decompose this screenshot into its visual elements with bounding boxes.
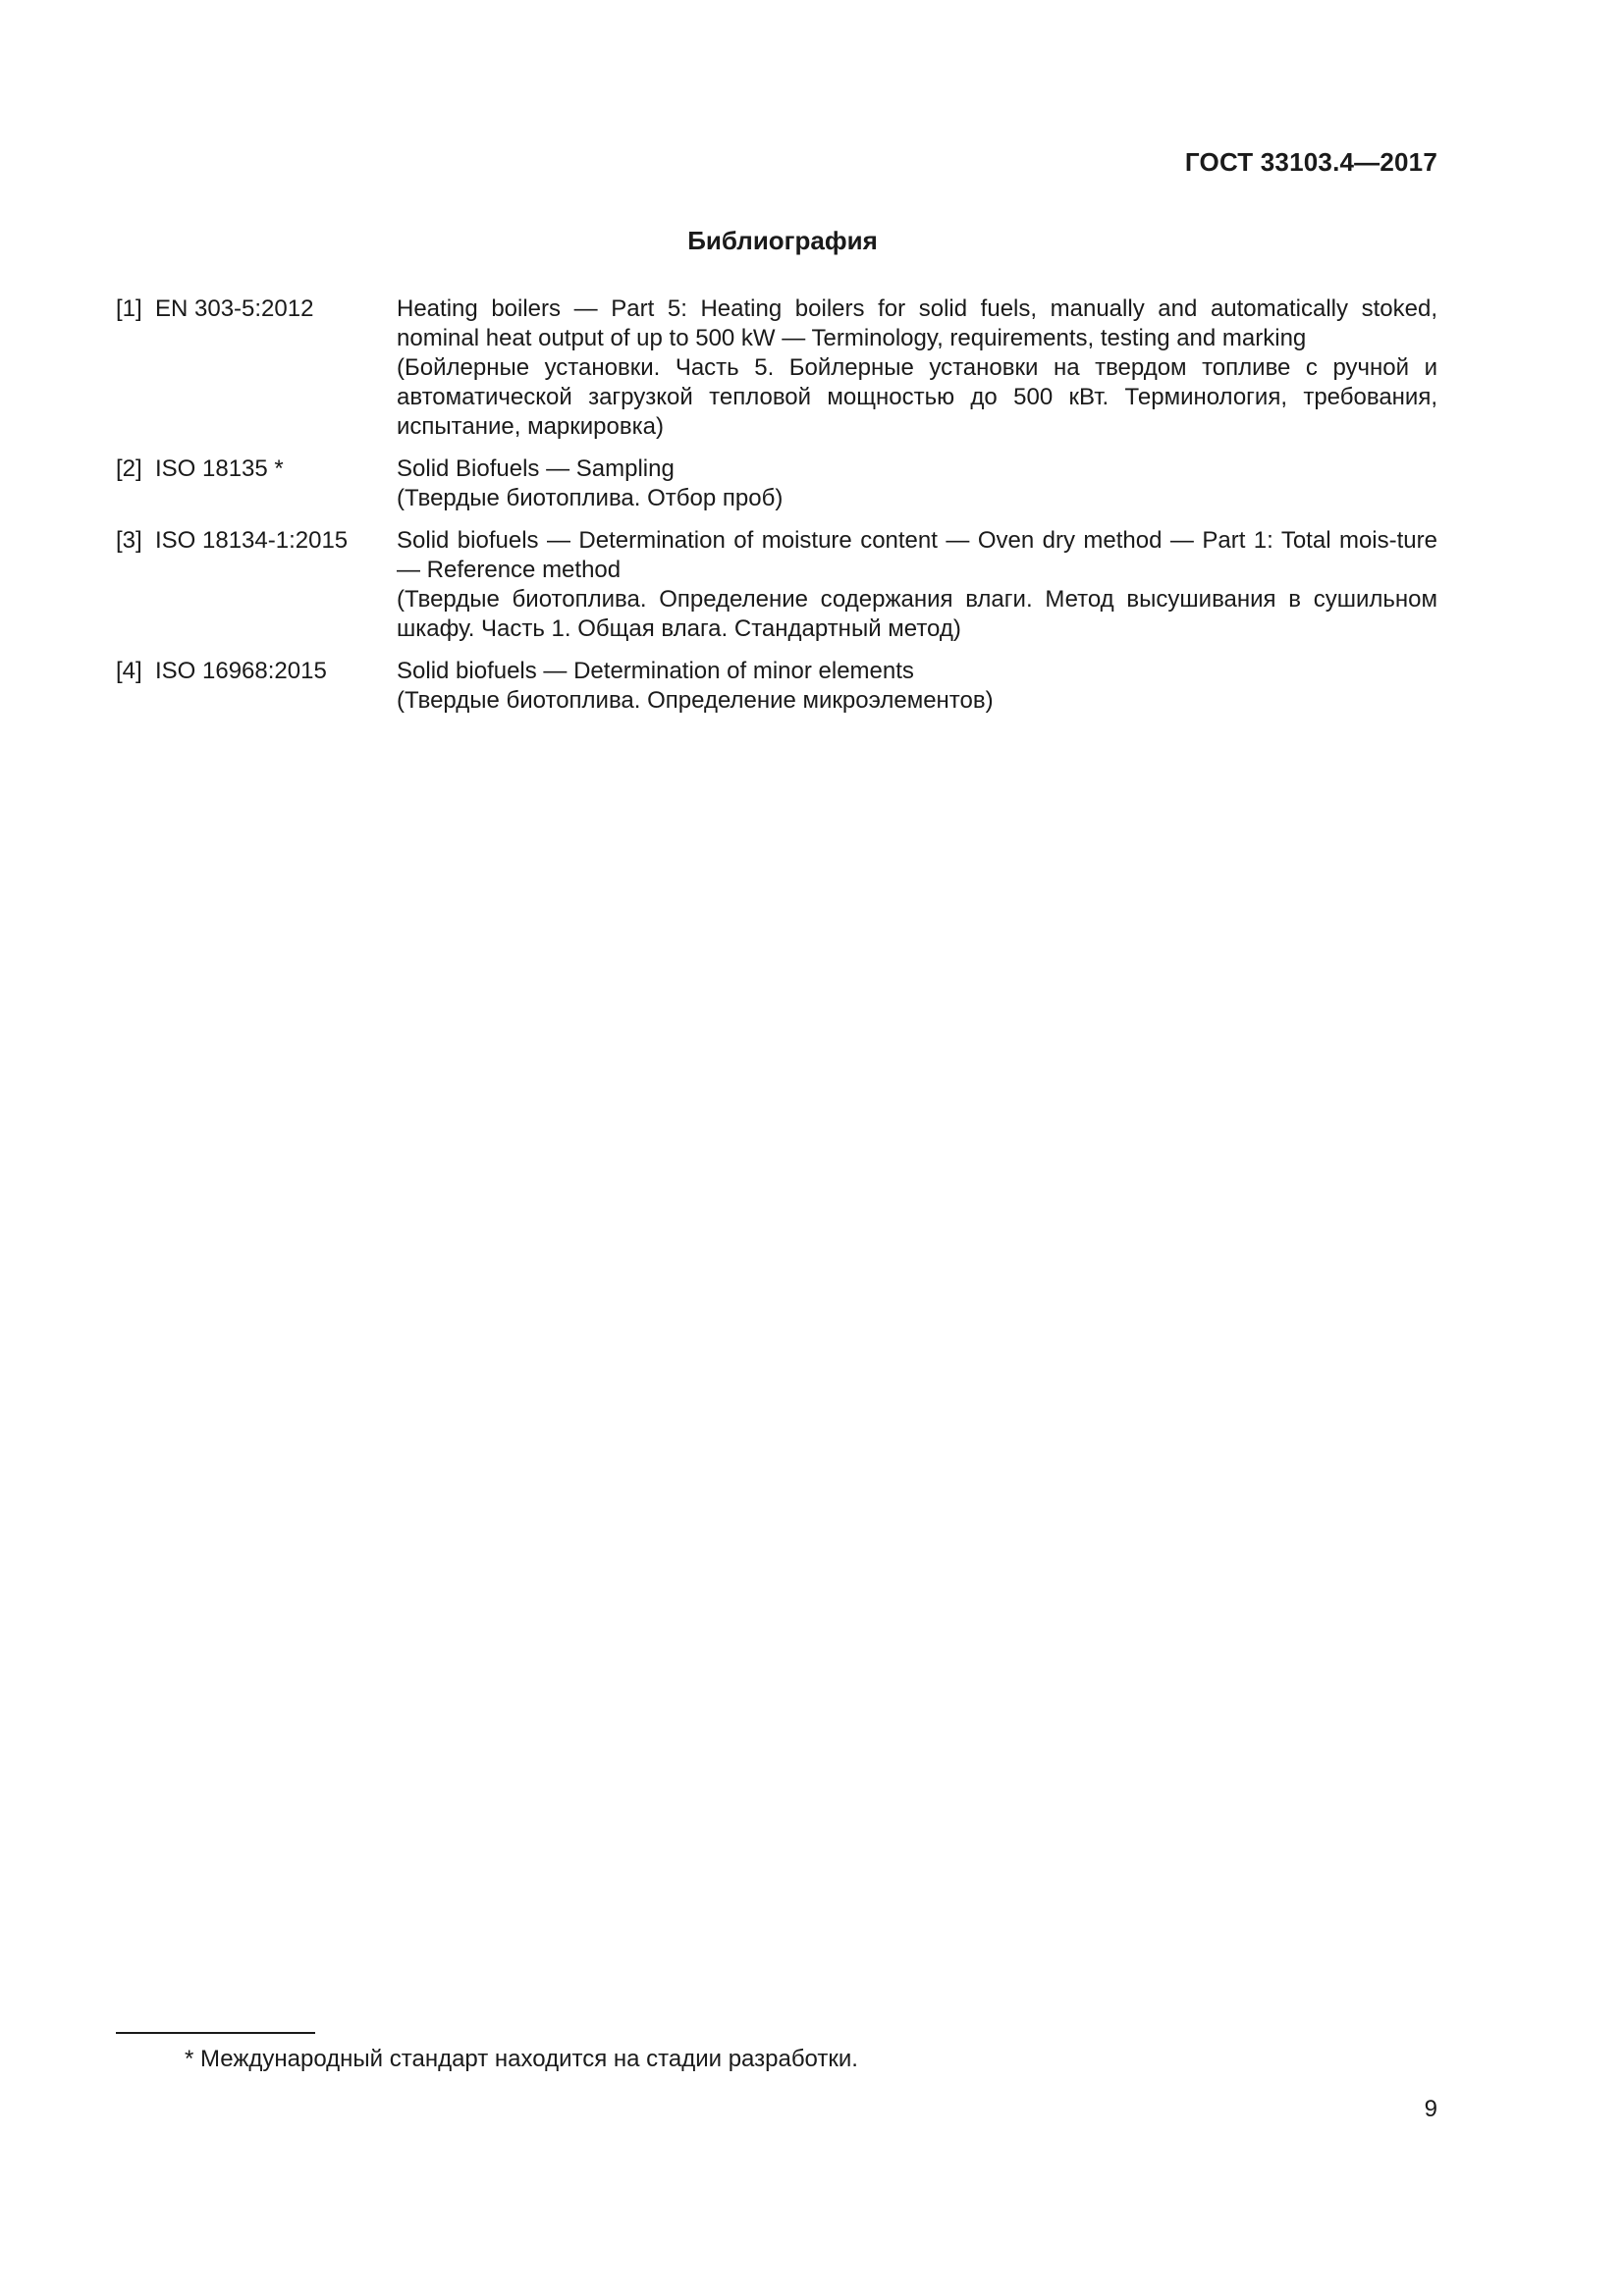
section-title: Библиография (687, 226, 878, 255)
reference-description (397, 526, 1437, 644)
reference-code: ISO 16968:2015 (155, 658, 327, 684)
footnote-divider (116, 2032, 315, 2034)
bibliography-entry (116, 294, 1437, 442)
reference-title-ru: (Бойлерные установки. Часть 5. Бойлерные установки на твердом топливе с ручной и автоматической загрузкой тепловой мощностью до 500 кВт. Терминология, требования, испытание, маркировка) (397, 354, 1437, 440)
bibliography-list (116, 294, 1437, 728)
reference-number: [4] (116, 658, 142, 684)
reference-title-ru: (Твердые биотоплива. Отбор проб) (397, 485, 784, 511)
reference-description (397, 454, 1437, 513)
reference-code: ISO 18134-1:2015 (155, 527, 349, 554)
reference-title-en: Solid biofuels — Determination of moisture content — Oven dry method — Part 1: Total mois-ture — Reference method (397, 527, 1437, 583)
reference-number: [1] (116, 295, 142, 322)
reference-description (397, 294, 1437, 442)
reference-title-ru: (Твердые биотоплива. Определение содержания влаги. Метод высушивания в сушильном шкафу. Часть 1. Общая влага. Стандартный метод) (397, 586, 1437, 642)
reference-title-en: Heating boilers — Part 5: Heating boilers for solid fuels, manually and automatically stoked, nominal heat output of up to 500 kW — Terminology, requirements, testing and marking (397, 295, 1437, 351)
reference-code: EN 303-5:2012 (155, 295, 314, 322)
page-number: 9 (1424, 2096, 1437, 2122)
bibliography-entry (116, 454, 1437, 513)
bibliography-entry (116, 526, 1437, 644)
reference-title-en: Solid biofuels — Determination of minor elements (397, 658, 914, 684)
footnote-text: * Международный стандарт находится на стадии разработки. (185, 2046, 858, 2072)
document-header-standard-id: ГОСТ 33103.4—2017 (1184, 147, 1437, 177)
reference-number: [2] (116, 455, 142, 482)
reference-code: ISO 18135 * (155, 455, 284, 482)
reference-title-en: Solid Biofuels — Sampling (397, 455, 675, 482)
reference-number: [3] (116, 527, 142, 554)
reference-title-ru: (Твердые биотоплива. Определение микроэлементов) (397, 687, 994, 714)
reference-description (397, 657, 1437, 716)
bibliography-entry (116, 657, 1437, 716)
